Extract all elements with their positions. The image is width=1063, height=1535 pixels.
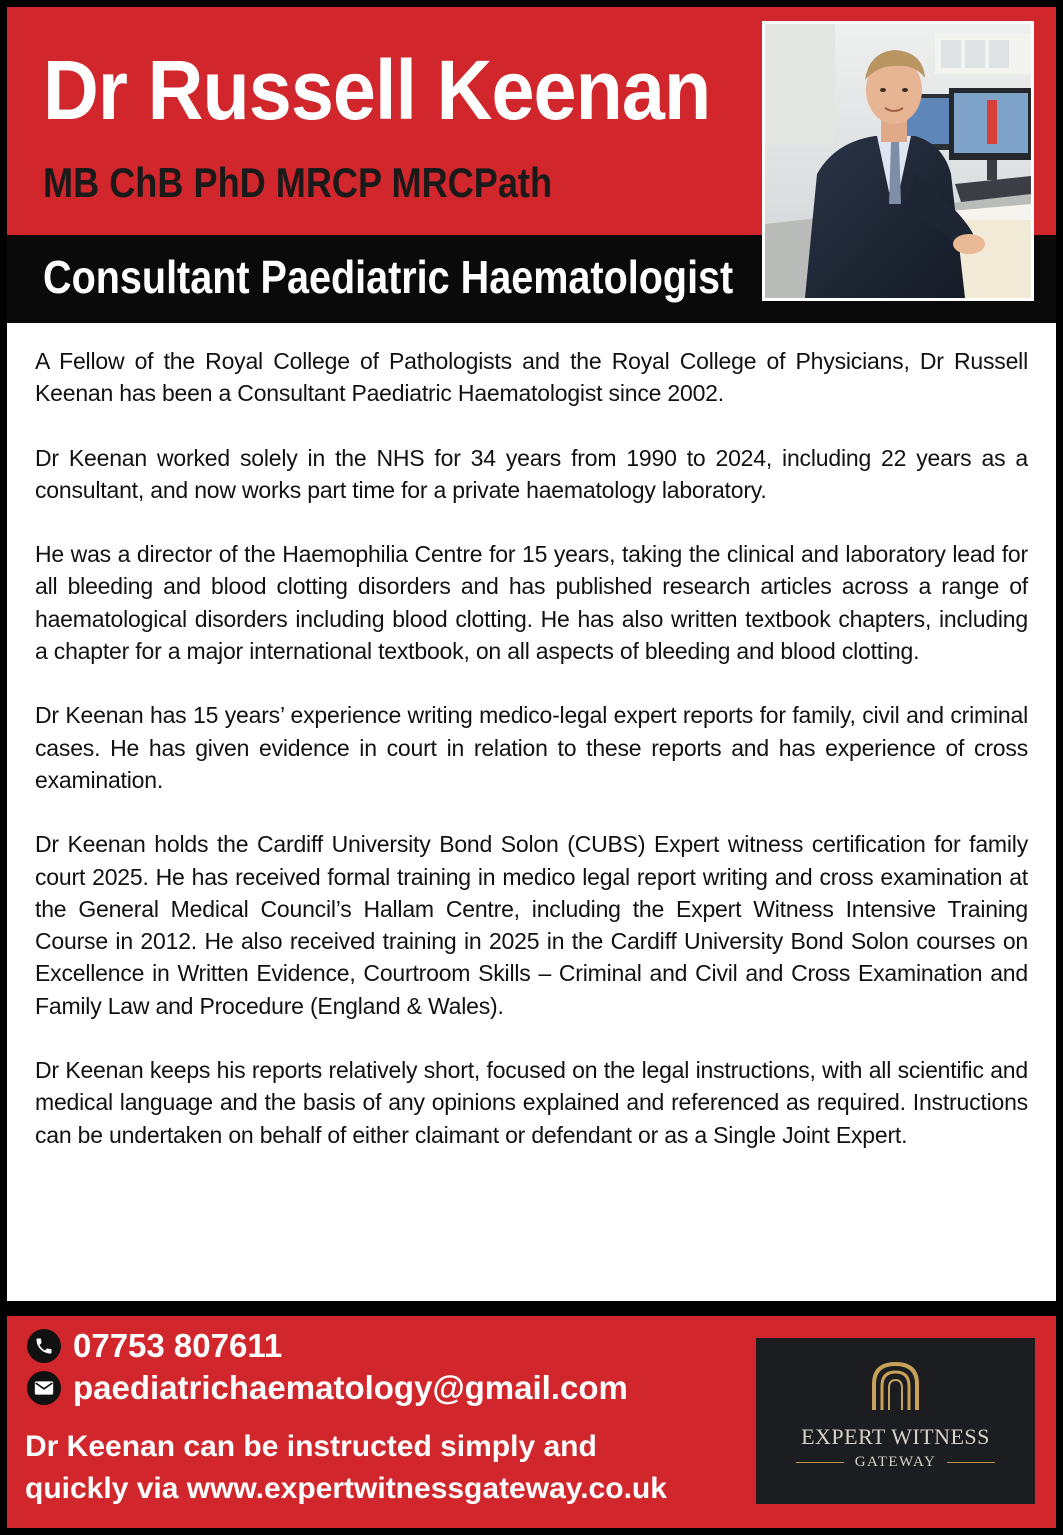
bio-paragraph: Dr Keenan worked solely in the NHS for 34 years from 1990 to 2024, including 22 years as a consultant, and now works part time for a private haematology laboratory. [35, 444, 1028, 503]
email-contact[interactable] [27, 1368, 628, 1408]
biography-section [7, 323, 1056, 1301]
phone-number[interactable]: 07753 807611 [73, 1327, 283, 1364]
bio-paragraph: Dr Keenan keeps his reports relatively short, focused on the legal instructions, with all scientific and medical language and the basis of any opinions explained and referenced as required. Instructions can be undertaken on behalf of either claimant or defendant or as a Single Joint Expert. [35, 1057, 1028, 1148]
bio-paragraph: Dr Keenan has 15 years’ experience writing medico-legal expert reports for family, civil and criminal cases. He has given evidence in court in relation to these reports and has experience of cross examination. [35, 702, 1028, 793]
phone-contact[interactable] [27, 1326, 282, 1366]
bio-paragraph: A Fellow of the Royal College of Pathologists and the Royal College of Physicians, Dr Russell Keenan has been a Consultant Paediatric Haematologist since 2002. [35, 348, 1028, 407]
profile-photo [762, 21, 1034, 301]
instruction-note-line1: Dr Keenan can be instructed simply and [25, 1430, 597, 1463]
doctor-name: Dr Russell Keenan [43, 43, 711, 137]
gateway-arch-icon [756, 1338, 1035, 1504]
email-address[interactable]: paediatrichaematology@gmail.com [73, 1369, 628, 1406]
logo-text-expert-witness: EXPERT WITNESS [801, 1424, 990, 1449]
envelope-icon [27, 1371, 61, 1405]
job-title: Consultant Paediatric Haematologist [43, 251, 734, 303]
profile-photo-illustration [765, 24, 1031, 298]
bio-paragraph: Dr Keenan holds the Cardiff University Bond Solon (CUBS) Expert witness certification for family court 2025. He has received formal training in medico legal report writing and cross examination at the General Medical Council’s Hallam Centre, including the Expert Witness Intensive Training Course in 2012. He also received training in 2025 in the Cardiff University Bond Solon courses on Excellence in Written Evidence, Courtroom Skills – Criminal and Civil and Cross Examination and Family Law and Procedure (England & Wales). [35, 831, 1028, 1019]
qualifications: MB ChB PhD MRCP MRCPath [43, 159, 553, 206]
phone-icon [27, 1329, 61, 1363]
contact-footer [7, 1316, 1056, 1528]
logo-text-gateway: GATEWAY [854, 1454, 937, 1470]
instruction-note [25, 1426, 745, 1510]
expert-witness-gateway-logo[interactable] [756, 1338, 1035, 1504]
bio-paragraph: He was a director of the Haemophilia Centre for 15 years, taking the clinical and laboratory lead for all bleeding and blood clotting disorders and has published research articles across a range of haematological disorders including blood clotting. He has also written textbook chapters, including a chapter for a major international textbook, on all aspects of bleeding and blood clotting. [35, 541, 1028, 665]
instruction-note-line2[interactable]: quickly via www.expertwitnessgateway.co.uk [25, 1472, 667, 1505]
